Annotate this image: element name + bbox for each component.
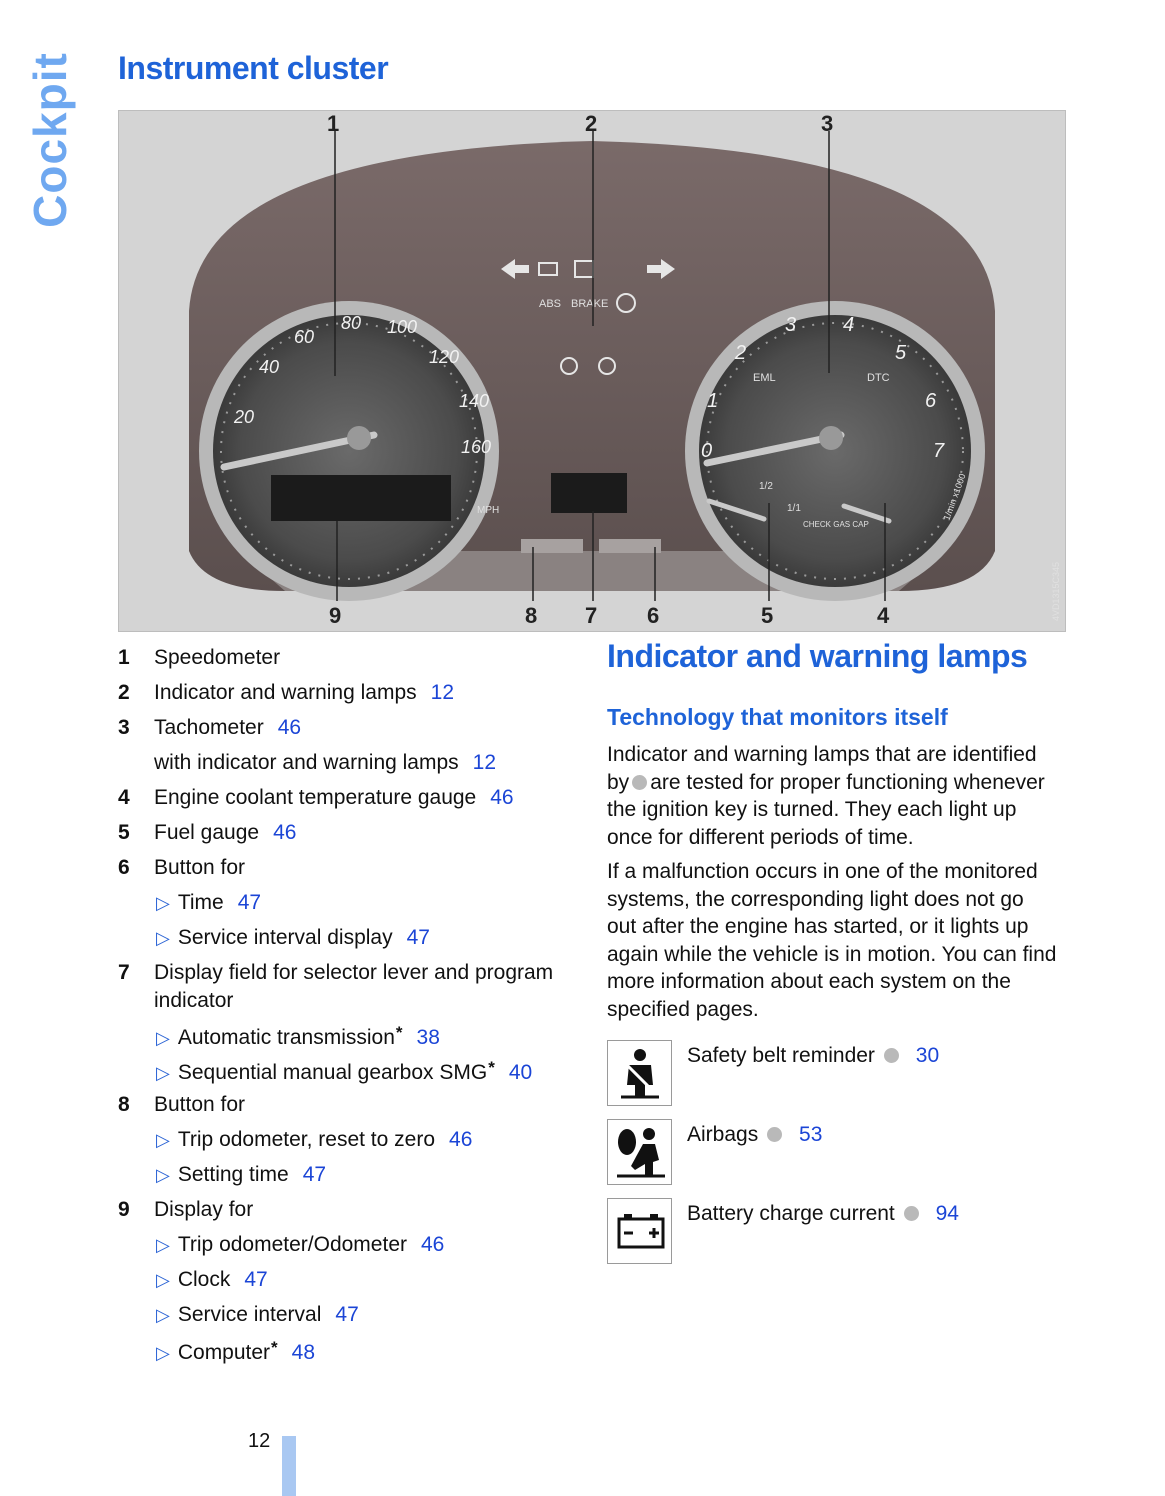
legend-number: 6 bbox=[118, 856, 130, 879]
optional-equipment-star: * bbox=[488, 1058, 495, 1077]
speed-tick-label: 80 bbox=[341, 313, 362, 333]
callout-label: 8 bbox=[525, 603, 538, 628]
battery-icon bbox=[607, 1198, 672, 1264]
callout-label: 9 bbox=[329, 603, 342, 628]
tach-tick-label: 7 bbox=[933, 440, 945, 462]
tach-tick-label: 6 bbox=[925, 390, 937, 412]
callout-label: 4 bbox=[877, 603, 890, 628]
speed-tick-label: 60 bbox=[294, 327, 315, 347]
airbag-icon bbox=[607, 1119, 672, 1185]
malfunction-paragraph: If a malfunction occurs in one of the monitored systems, the corresponding light does not go out after the engine has started, or it lights up again while the vehicle is in motion. You can find more information about each system on the specified pages. bbox=[607, 860, 1057, 1021]
speed-tick-label: 100 bbox=[387, 317, 418, 337]
section-title: Instrument cluster bbox=[118, 50, 389, 86]
callout-label: 7 bbox=[585, 603, 598, 628]
legend-text: Button for bbox=[154, 1093, 246, 1116]
legend-text: Display field for selector lever and program bbox=[154, 961, 554, 984]
callout-label: 6 bbox=[647, 603, 660, 628]
callout-label: 1 bbox=[327, 111, 340, 136]
bullet-triangle-icon: ▷ bbox=[156, 1270, 170, 1290]
legend-number: 9 bbox=[118, 1198, 130, 1221]
tach-scale-label: 1/min x1000 bbox=[941, 472, 968, 522]
page-ref-link[interactable]: 47 bbox=[244, 1268, 268, 1291]
side-tab bbox=[20, 40, 80, 240]
tested-lamp-dot-icon bbox=[632, 775, 647, 790]
lamp-label: Airbags 53 bbox=[687, 1123, 823, 1146]
legend-number: 3 bbox=[118, 716, 130, 739]
page-ref-link[interactable]: 48 bbox=[291, 1341, 316, 1364]
callout-label: 5 bbox=[761, 603, 774, 628]
tach-tick-label: 3 bbox=[785, 314, 797, 336]
fuel-full-label: 1/1 bbox=[787, 503, 801, 514]
bullet-triangle-icon: ▷ bbox=[156, 928, 170, 948]
legend-text: Tachometer 46 bbox=[154, 716, 302, 739]
legend-number: 1 bbox=[118, 646, 130, 669]
lamp-entry-airbags bbox=[607, 1119, 1067, 1185]
tach-tick-label: 4 bbox=[843, 314, 855, 336]
abs-lamp: ABS bbox=[539, 298, 562, 310]
brake-lamp: BRAKE bbox=[571, 298, 609, 310]
lamp-label: Safety belt reminder 30 bbox=[687, 1044, 940, 1067]
button-6-shape bbox=[599, 539, 661, 553]
page-ref-link[interactable]: 30 bbox=[915, 1044, 940, 1067]
page-ref-link[interactable]: 53 bbox=[799, 1123, 823, 1146]
bullet-triangle-icon: ▷ bbox=[156, 1343, 170, 1363]
page-ref-link[interactable]: 38 bbox=[416, 1026, 440, 1049]
page-ref-link[interactable]: 46 bbox=[490, 786, 514, 809]
figure-code: 4VD1315C345 bbox=[1051, 561, 1061, 621]
bullet-triangle-icon: ▷ bbox=[156, 1130, 170, 1150]
legend-number: 7 bbox=[118, 961, 130, 984]
page-ref-link[interactable]: 40 bbox=[508, 1061, 533, 1084]
speed-tick-label: 140 bbox=[459, 391, 490, 411]
legend-text: Engine coolant temperature gauge 46 bbox=[154, 786, 514, 809]
legend-text: Display for bbox=[154, 1198, 254, 1221]
odometer-display bbox=[271, 475, 451, 521]
legend-text: Button for bbox=[154, 856, 246, 879]
instrument-cluster-figure bbox=[118, 110, 1066, 632]
legend-number: 8 bbox=[118, 1093, 130, 1116]
lamp-label: Battery charge current 94 bbox=[687, 1202, 959, 1225]
bullet-triangle-icon: ▷ bbox=[156, 1165, 170, 1185]
speed-tick-label: 40 bbox=[259, 357, 280, 377]
callout-label: 2 bbox=[585, 111, 598, 136]
speed-tick-label: 160 bbox=[461, 437, 492, 457]
page-ref-link[interactable]: 47 bbox=[335, 1303, 359, 1326]
tach-tick-label: 0 bbox=[701, 440, 713, 462]
page-ref-link[interactable]: 47 bbox=[406, 926, 430, 949]
page-number: 12 bbox=[248, 1430, 271, 1452]
page-ref-link[interactable]: 46 bbox=[277, 716, 302, 739]
indicator-lamps-title: Indicator and warning lamps bbox=[607, 638, 1028, 674]
seatbelt-icon bbox=[607, 1040, 672, 1106]
legend-text: indicator bbox=[154, 989, 234, 1012]
legend-text: Fuel gauge 46 bbox=[154, 821, 297, 844]
fuel-half-label: 1/2 bbox=[759, 481, 773, 492]
bullet-triangle-icon: ▷ bbox=[156, 893, 170, 913]
page-ref-link[interactable]: 46 bbox=[273, 821, 297, 844]
legend-number: 5 bbox=[118, 821, 130, 844]
side-tab-label: Cockpit bbox=[24, 52, 76, 228]
mph-label: MPH bbox=[477, 505, 500, 516]
instrument-cluster-illustration bbox=[119, 111, 1065, 631]
page-ref-link[interactable]: 12 bbox=[430, 681, 455, 704]
lamp-entry-battery bbox=[607, 1198, 1067, 1264]
bullet-triangle-icon: ▷ bbox=[156, 1235, 170, 1255]
page-marker-bar bbox=[282, 1436, 296, 1496]
page-ref-link[interactable]: 47 bbox=[302, 1163, 327, 1186]
legend-number: 2 bbox=[118, 681, 130, 704]
optional-equipment-star: * bbox=[271, 1338, 278, 1357]
legend-number: 4 bbox=[118, 786, 130, 809]
bullet-triangle-icon: ▷ bbox=[156, 1028, 170, 1048]
page-ref-link[interactable]: 46 bbox=[449, 1128, 473, 1151]
tach-tick-label: 2 bbox=[735, 342, 747, 364]
tach-tick-label: 5 bbox=[895, 342, 907, 364]
intro-paragraph: Indicator and warning lamps that are identified by are tested for proper functioning whenever the ignition key is turned. They each light up once for different periods of time. bbox=[607, 743, 1045, 849]
tested-lamp-dot-icon bbox=[767, 1127, 782, 1142]
speed-tick-label: 120 bbox=[429, 347, 460, 367]
tested-lamp-dot-icon bbox=[884, 1048, 899, 1063]
page-ref-link[interactable]: 46 bbox=[421, 1233, 445, 1256]
gear-display bbox=[551, 473, 627, 513]
eml-label: EML bbox=[753, 372, 776, 384]
button-8-shape bbox=[521, 539, 583, 553]
speed-tick-label: 20 bbox=[234, 407, 255, 427]
page-ref-link[interactable]: 12 bbox=[472, 751, 497, 774]
check-gas-cap-label: CHECK GAS CAP bbox=[803, 520, 869, 529]
legend-text: with indicator and warning lamps 12 bbox=[154, 751, 497, 774]
tested-lamp-dot-icon bbox=[904, 1206, 919, 1221]
optional-equipment-star: * bbox=[395, 1023, 403, 1042]
bullet-triangle-icon: ▷ bbox=[156, 1305, 170, 1325]
bullet-triangle-icon: ▷ bbox=[156, 1063, 170, 1083]
legend-text: Indicator and warning lamps 12 bbox=[154, 681, 455, 704]
page-ref-link[interactable]: 47 bbox=[237, 891, 262, 914]
dtc-label: DTC bbox=[867, 372, 890, 384]
lamp-entry-seatbelt bbox=[607, 1040, 1067, 1106]
page-ref-link[interactable]: 94 bbox=[935, 1202, 959, 1225]
callout-label: 3 bbox=[821, 111, 834, 136]
technology-subtitle: Technology that monitors itself bbox=[607, 704, 948, 730]
tach-tick-label: 1 bbox=[707, 390, 719, 412]
legend-text: Speedometer bbox=[154, 646, 281, 669]
